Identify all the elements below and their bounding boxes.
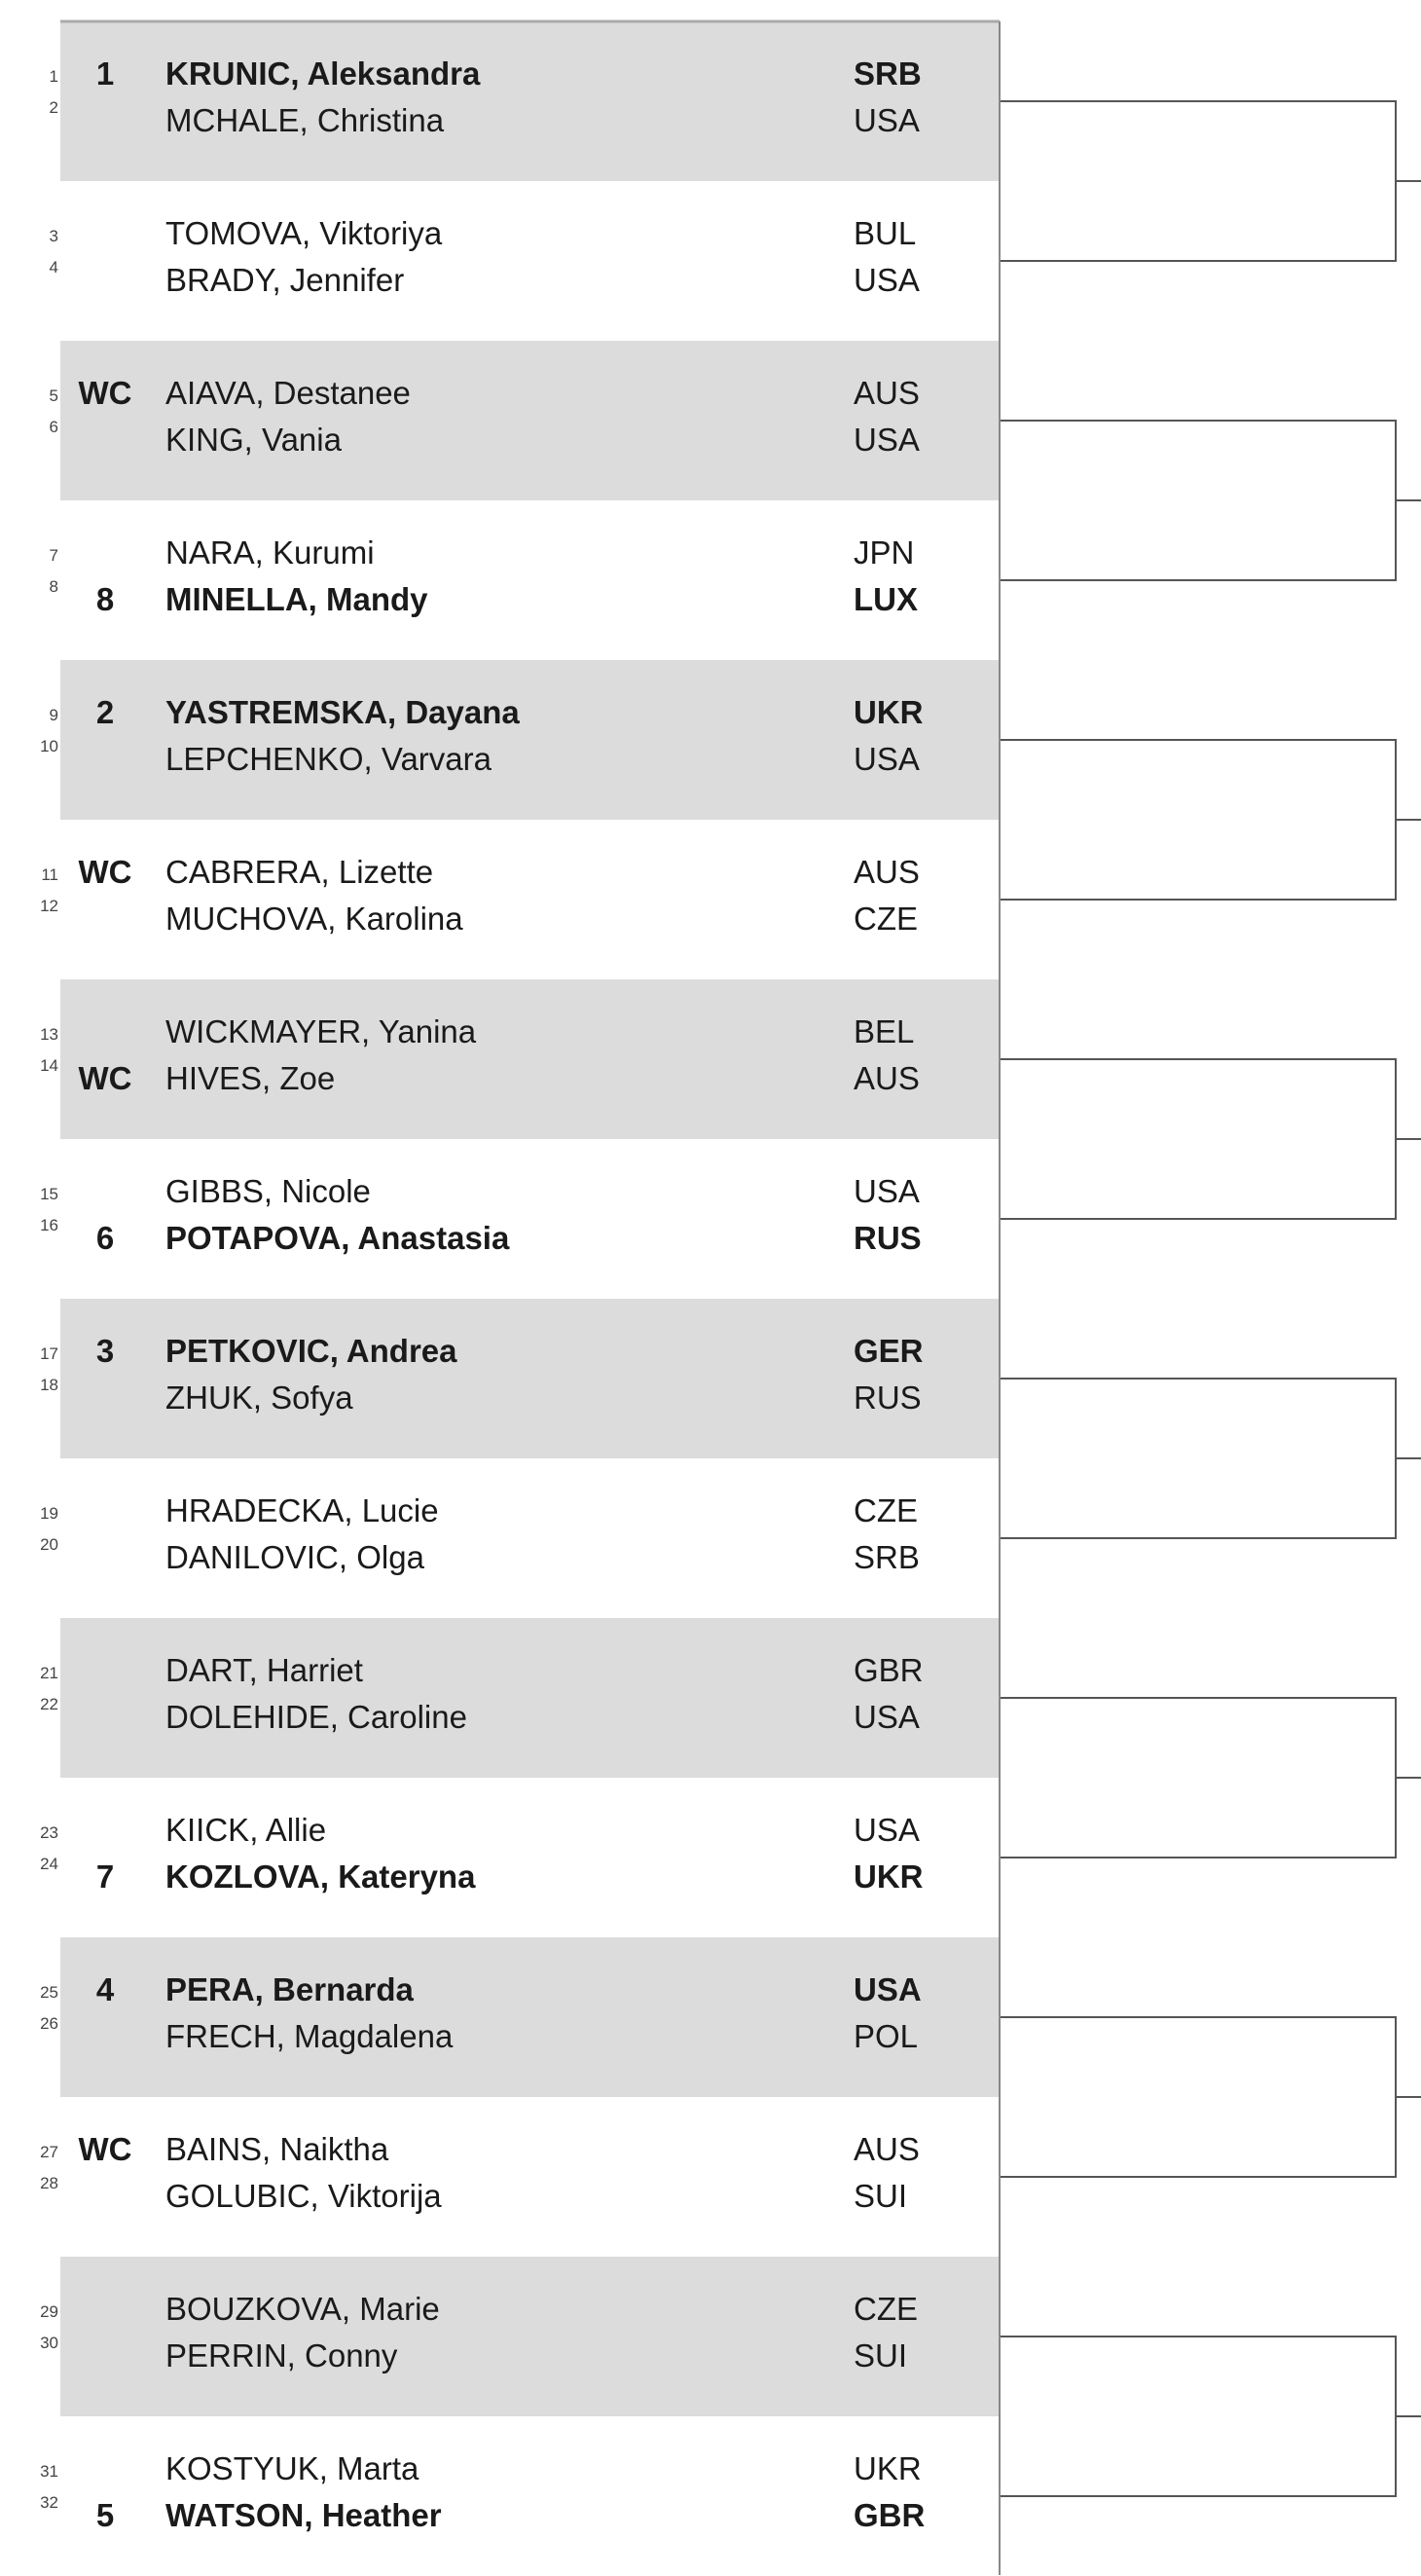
player-name: AIAVA, Destanee — [165, 375, 411, 411]
draw-position: 16 — [40, 1216, 58, 1234]
draw-block — [40, 1778, 1000, 1937]
draw-block — [40, 1937, 1000, 2097]
draw-block — [49, 21, 1000, 181]
seed-label: 6 — [95, 1220, 115, 1256]
draw-position: 5 — [49, 386, 58, 405]
player-line — [49, 577, 1000, 630]
player-nation: SUI — [854, 2337, 908, 2374]
player-line — [40, 1652, 1000, 1701]
draw-position: 19 — [40, 1504, 58, 1523]
player-line — [40, 1535, 1000, 1588]
draw-position: 24 — [40, 1855, 58, 1873]
player-line — [49, 55, 1000, 104]
player-nation: CZE — [854, 901, 918, 937]
player-name: KOZLOVA, Kateryna — [165, 1858, 476, 1895]
draw-position: 3 — [49, 227, 58, 245]
player-name: KRUNIC, Aleksandra — [165, 55, 481, 92]
seed-label: 2 — [95, 694, 115, 730]
player-nation: USA — [854, 422, 920, 458]
draw-position: 11 — [41, 865, 58, 884]
draw-position: 20 — [40, 1535, 58, 1554]
player-line — [40, 1971, 1000, 2020]
draw-block — [49, 500, 1000, 660]
player-line — [49, 215, 1000, 264]
player-nation: USA — [854, 1173, 920, 1209]
player-nation: GBR — [854, 1652, 924, 1688]
player-line — [41, 854, 1000, 902]
player-name: BRADY, Jennifer — [165, 262, 405, 298]
player-nation: GER — [854, 1333, 924, 1369]
player-name: YASTREMSKA, Dayana — [165, 694, 520, 730]
draw-position: 4 — [49, 258, 58, 276]
player-nation: UKR — [854, 694, 924, 730]
draw-block — [40, 1618, 1000, 1778]
player-nation: POL — [854, 2018, 919, 2054]
seed-label: WC — [78, 854, 132, 890]
player-line — [40, 1173, 1000, 1222]
player-name: BAINS, Naiktha — [165, 2131, 389, 2167]
player-name: PETKOVIC, Andrea — [165, 1333, 457, 1369]
player-line — [40, 1492, 1000, 1541]
draw-position: 26 — [40, 2014, 58, 2033]
player-nation: RUS — [854, 1220, 922, 1256]
draw-position: 30 — [40, 2334, 58, 2352]
draw-block — [40, 660, 1000, 820]
seed-label: 4 — [95, 1971, 115, 2007]
player-line — [40, 2131, 1000, 2180]
player-nation: USA — [854, 102, 920, 138]
draw-position: 2 — [49, 98, 58, 117]
player-name: POTAPOVA, Anastasia — [165, 1220, 510, 1256]
player-nation: AUS — [854, 375, 920, 411]
player-nation: AUS — [854, 854, 920, 890]
draw-position: 1 — [49, 67, 58, 86]
draw-position: 6 — [49, 418, 58, 436]
draw-block — [40, 1139, 1000, 1299]
player-line — [40, 2334, 1000, 2386]
player-name: FRECH, Magdalena — [165, 2018, 454, 2054]
seed-label: WC — [78, 2131, 132, 2167]
player-name: DANILOVIC, Olga — [165, 1539, 424, 1575]
player-name: NARA, Kurumi — [165, 534, 375, 570]
player-name: TOMOVA, Viktoriya — [165, 215, 443, 251]
draw-position: 28 — [40, 2174, 58, 2192]
player-name: WATSON, Heather — [165, 2497, 442, 2533]
player-line — [40, 2450, 1000, 2499]
draw-position: 9 — [49, 706, 58, 724]
draw-position: 25 — [40, 1983, 58, 2002]
player-nation: CZE — [854, 1492, 918, 1528]
player-nation: SRB — [854, 1539, 920, 1575]
player-name: ZHUK, Sofya — [165, 1380, 353, 1416]
draw-block — [40, 2416, 1000, 2576]
player-nation: USA — [854, 741, 920, 777]
draw-position: 18 — [40, 1376, 58, 1394]
draw-block — [40, 1299, 1000, 1458]
player-line — [40, 1333, 1000, 1381]
draw-block — [49, 181, 1000, 341]
player-name: PERRIN, Conny — [165, 2337, 398, 2374]
player-nation: AUS — [854, 2131, 920, 2167]
player-line — [49, 375, 1000, 423]
player-name: KIICK, Allie — [165, 1812, 327, 1848]
player-name: MINELLA, Mandy — [165, 581, 428, 617]
seed-label: WC — [78, 1060, 132, 1096]
player-line — [40, 2493, 1000, 2546]
player-line — [49, 98, 1000, 151]
draw-block — [40, 2097, 1000, 2257]
player-nation: GBR — [854, 2497, 926, 2533]
player-line — [49, 258, 1000, 311]
player-nation: BUL — [854, 215, 917, 251]
seed-label: 7 — [95, 1858, 115, 1895]
draw-block — [40, 1458, 1000, 1618]
player-name: WICKMAYER, Yanina — [165, 1013, 477, 1049]
draw-position: 13 — [40, 1025, 58, 1044]
player-name: HRADECKA, Lucie — [165, 1492, 439, 1528]
player-line — [40, 1216, 1000, 1269]
player-name: LEPCHENKO, Varvara — [165, 741, 492, 777]
player-name: KOSTYUK, Marta — [165, 2450, 419, 2486]
seed-label: 5 — [95, 2497, 115, 2533]
player-line — [49, 418, 1000, 470]
draw-position: 15 — [40, 1185, 58, 1203]
player-name: BOUZKOVA, Marie — [165, 2291, 440, 2327]
draw-block — [40, 820, 1000, 979]
player-nation: UKR — [854, 2450, 922, 2486]
player-line — [40, 1855, 1000, 1907]
draw-position: 29 — [40, 2302, 58, 2321]
player-nation: USA — [854, 1971, 922, 2007]
draw-position: 8 — [49, 577, 58, 596]
seed-label: 3 — [95, 1333, 115, 1369]
player-line — [40, 1695, 1000, 1748]
player-line — [40, 1056, 1000, 1109]
player-line — [49, 694, 1000, 743]
player-nation: BEL — [854, 1013, 915, 1049]
draw-position: 23 — [40, 1823, 58, 1842]
draw-position: 10 — [40, 737, 58, 755]
player-nation: LUX — [854, 581, 918, 617]
draw-position: 21 — [40, 1664, 58, 1682]
draw-position: 12 — [40, 897, 58, 915]
draw-block — [40, 2257, 1000, 2416]
player-line — [40, 1376, 1000, 1428]
player-line — [40, 2014, 1000, 2067]
player-nation: AUS — [854, 1060, 920, 1096]
player-nation: USA — [854, 1812, 920, 1848]
draw-block — [49, 341, 1000, 500]
player-name: CABRERA, Lizette — [165, 854, 434, 890]
player-line — [40, 1013, 1000, 1062]
player-name: HIVES, Zoe — [165, 1060, 336, 1096]
player-name: DOLEHIDE, Caroline — [165, 1699, 467, 1735]
draw-position: 7 — [49, 546, 58, 565]
seed-label: 1 — [95, 55, 115, 92]
player-name: PERA, Bernarda — [165, 1971, 414, 2007]
player-line — [49, 534, 1000, 583]
draw-position: 17 — [40, 1344, 58, 1363]
player-nation: JPN — [854, 534, 915, 570]
player-name: KING, Vania — [165, 422, 342, 458]
draw-position: 32 — [40, 2493, 58, 2512]
draw-position: 14 — [40, 1056, 58, 1075]
player-line — [40, 2291, 1000, 2339]
draw-position: 22 — [40, 1695, 58, 1713]
seed-label: WC — [78, 375, 132, 411]
draw-position: 31 — [40, 2462, 58, 2481]
player-name: GOLUBIC, Viktorija — [165, 2178, 442, 2214]
player-line — [40, 1812, 1000, 1860]
player-line — [40, 737, 1000, 790]
player-line — [40, 2174, 1000, 2226]
player-nation: SRB — [854, 55, 922, 92]
player-name: MUCHOVA, Karolina — [165, 901, 463, 937]
player-name: DART, Harriet — [165, 1652, 363, 1688]
seed-label: 8 — [95, 581, 115, 617]
player-nation: UKR — [854, 1858, 924, 1895]
player-nation: RUS — [854, 1380, 922, 1416]
player-nation: USA — [854, 262, 920, 298]
player-nation: SUI — [854, 2178, 908, 2214]
player-nation: CZE — [854, 2291, 918, 2327]
player-line — [40, 897, 1000, 949]
draw-block — [40, 979, 1000, 1139]
draw-position: 27 — [40, 2143, 58, 2161]
player-nation: USA — [854, 1699, 920, 1735]
player-name: MCHALE, Christina — [165, 102, 445, 138]
player-name: GIBBS, Nicole — [165, 1173, 371, 1209]
